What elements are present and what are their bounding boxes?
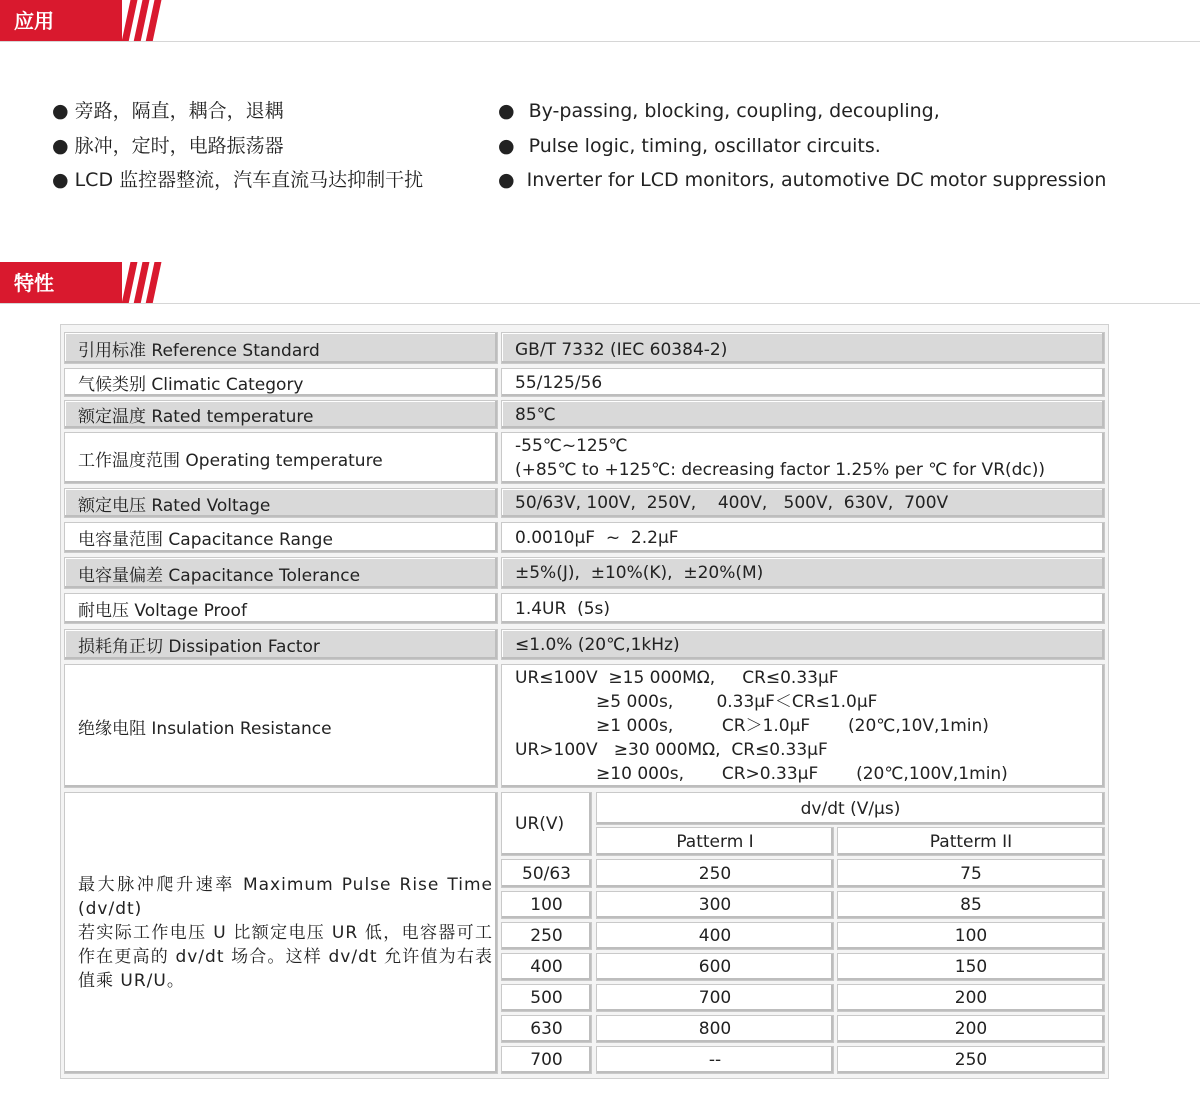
p2-cell: 200 bbox=[837, 984, 1105, 1012]
ur-cell: 400 bbox=[501, 953, 592, 981]
spec-label: 气候类别 Climatic Category bbox=[64, 368, 498, 397]
spec-label: 损耗角正切 Dissipation Factor bbox=[64, 629, 498, 660]
spec-value: ≤1.0% (20℃,1kHz) bbox=[501, 629, 1105, 660]
applications-title: 应用 bbox=[0, 0, 122, 42]
spec-value bbox=[501, 432, 1105, 484]
spec-value-line: ≥5 000s, 0.33μF＜CR≤1.0μF bbox=[515, 692, 878, 712]
p1-cell: 250 bbox=[596, 859, 834, 888]
pulse-rise-title: 最大脉冲爬升速率 Maximum Pulse Rise Time (dv/dt) bbox=[78, 875, 493, 919]
applications-list-en bbox=[498, 94, 1106, 198]
list-item: ● By-passing, blocking, coupling, decoupling, bbox=[498, 100, 940, 122]
applications-list-cn bbox=[52, 94, 423, 198]
spec-value-line: ≥10 000s, CR>0.33μF (20℃,100V,1min) bbox=[515, 764, 1008, 784]
p2-cell: 200 bbox=[837, 1015, 1105, 1043]
spec-value: 85℃ bbox=[501, 400, 1105, 429]
pulse-rise-label bbox=[64, 792, 498, 1074]
list-item: ● Inverter for LCD monitors, automotive DC motor suppression bbox=[498, 169, 1107, 191]
spec-value-line: ≥1 000s, CR＞1.0μF (20℃,10V,1min) bbox=[515, 716, 989, 736]
header-rule bbox=[0, 41, 1200, 42]
p1-cell: 700 bbox=[596, 984, 834, 1012]
pattern2-header: Patterm II bbox=[837, 827, 1105, 856]
spec-value: ±5%(J), ±10%(K), ±20%(M) bbox=[501, 557, 1105, 589]
pulse-rise-note: 若实际工作电压 U 比额定电压 UR 低，电容器可工作在更高的 dv/dt 场合。这样 dv/dt 允许值为右表值乘 UR/U。 bbox=[78, 923, 493, 991]
spec-value-line: UR≤100V ≥15 000MΩ, CR≤0.33μF bbox=[515, 668, 839, 688]
spec-label: 额定温度 Rated temperature bbox=[64, 400, 498, 429]
ur-header: UR(V) bbox=[501, 792, 592, 856]
spec-label: 工作温度范围 Operating temperature bbox=[64, 432, 498, 484]
ur-cell: 100 bbox=[501, 891, 592, 919]
list-item: ● Pulse logic, timing, oscillator circuits. bbox=[498, 134, 881, 157]
list-item: ● 脉冲，定时，电路振荡器 bbox=[52, 134, 284, 157]
ur-cell: 50/63 bbox=[501, 859, 592, 888]
features-title: 特性 bbox=[0, 262, 122, 304]
p2-cell: 150 bbox=[837, 953, 1105, 981]
p1-cell: 800 bbox=[596, 1015, 834, 1043]
applications-header bbox=[0, 0, 1200, 42]
p2-cell: 85 bbox=[837, 891, 1105, 919]
spec-value-line: (+85℃ to +125℃: decreasing factor 1.25% per ℃ for VR(dc)) bbox=[515, 460, 1046, 480]
features-header bbox=[0, 262, 1200, 304]
spec-label: 耐电压 Voltage Proof bbox=[64, 593, 498, 624]
p1-cell: -- bbox=[596, 1046, 834, 1074]
spec-label: 电容量范围 Capacitance Range bbox=[64, 522, 498, 553]
spec-value: 0.0010μF ~ 2.2μF bbox=[501, 522, 1105, 553]
dvdt-header: dv/dt (V/μs) bbox=[596, 792, 1105, 825]
pattern1-header: Patterm I bbox=[596, 827, 834, 856]
ur-cell: 630 bbox=[501, 1015, 592, 1043]
spec-label: 电容量偏差 Capacitance Tolerance bbox=[64, 557, 498, 589]
insulation-resistance-value bbox=[501, 664, 1105, 788]
spec-label: 引用标准 Reference Standard bbox=[64, 332, 498, 364]
p1-cell: 600 bbox=[596, 953, 834, 981]
p1-cell: 300 bbox=[596, 891, 834, 919]
spec-value: 1.4UR (5s) bbox=[501, 593, 1105, 624]
spec-value: 50/63V, 100V, 250V, 400V, 500V, 630V, 700V bbox=[501, 488, 1105, 518]
ur-cell: 250 bbox=[501, 922, 592, 950]
list-item: ● LCD 监控器整流，汽车直流马达抑制干扰 bbox=[52, 169, 424, 191]
ur-cell: 700 bbox=[501, 1046, 592, 1074]
spec-value-line: -55℃~125℃ bbox=[515, 436, 628, 456]
spec-value: GB/T 7332 (IEC 60384-2) bbox=[501, 332, 1105, 364]
list-item: ● 旁路，隔直，耦合，退耦 bbox=[52, 100, 284, 122]
p2-cell: 75 bbox=[837, 859, 1105, 888]
spec-table bbox=[60, 324, 1109, 1079]
spec-label: 额定电压 Rated Voltage bbox=[64, 488, 498, 518]
spec-value: 55/125/56 bbox=[501, 368, 1105, 397]
spec-label: 绝缘电阻 Insulation Resistance bbox=[64, 664, 498, 788]
header-rule bbox=[0, 303, 1200, 304]
ur-cell: 500 bbox=[501, 984, 592, 1012]
p1-cell: 400 bbox=[596, 922, 834, 950]
spec-value-line: UR>100V ≥30 000MΩ, CR≤0.33μF bbox=[515, 740, 828, 760]
p2-cell: 250 bbox=[837, 1046, 1105, 1074]
p2-cell: 100 bbox=[837, 922, 1105, 950]
